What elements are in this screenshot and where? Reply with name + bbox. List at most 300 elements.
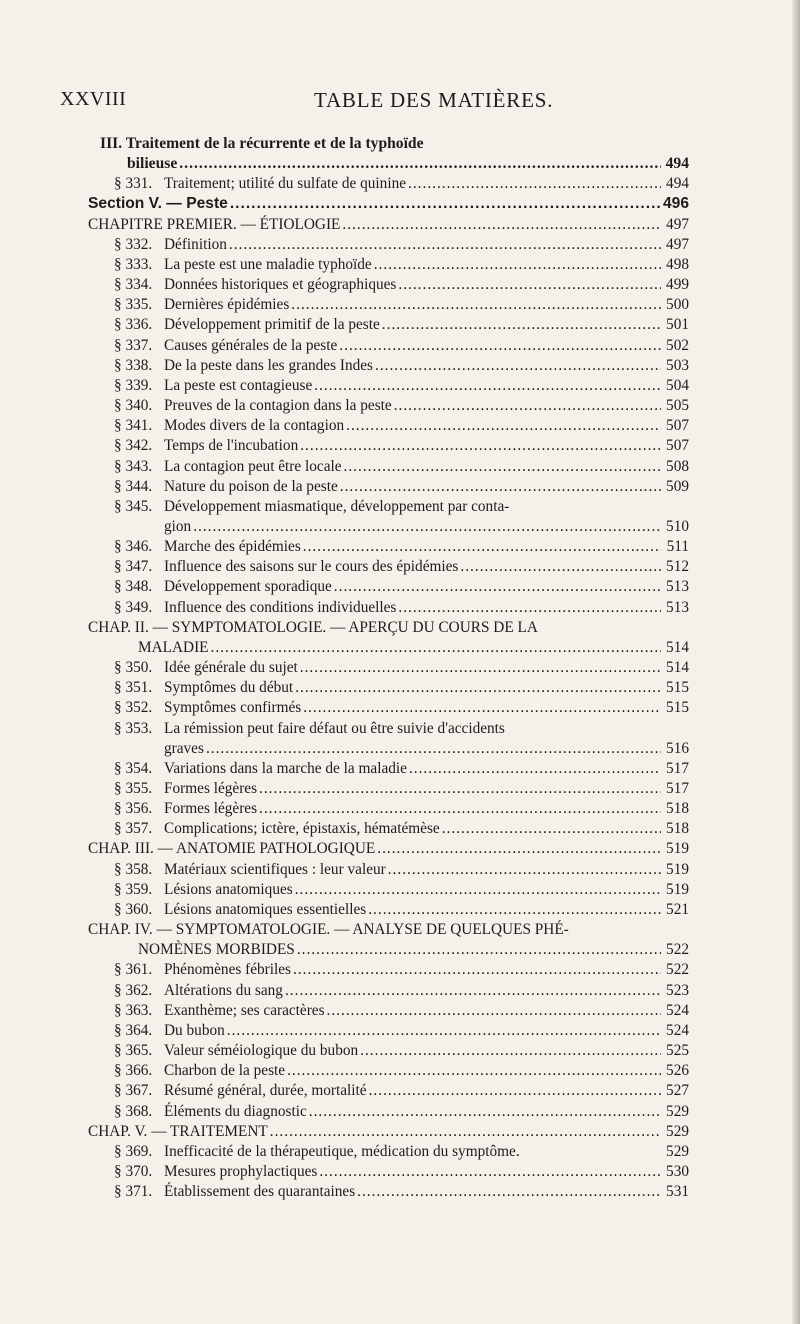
dot-leader <box>344 457 661 477</box>
section-number: § 335. <box>114 296 153 314</box>
toc-entry-text <box>114 1021 225 1041</box>
toc-entry-text <box>114 1001 325 1021</box>
section-number: § 352. <box>114 699 153 717</box>
dot-leader <box>295 678 661 698</box>
toc-entry-line <box>88 215 689 235</box>
toc-entry-line <box>114 1102 689 1122</box>
page-number: 503 <box>666 356 689 374</box>
toc-entry-title: Mesures prophylactiques <box>164 1162 318 1180</box>
dot-leader <box>285 981 661 1001</box>
toc-entry-title: bilieuse <box>127 155 178 173</box>
toc-entry-text <box>114 900 366 920</box>
page-number: 502 <box>666 336 689 354</box>
section-number: § 350. <box>114 659 153 677</box>
section-number: § 339. <box>114 376 153 394</box>
page-number: 527 <box>666 1082 689 1100</box>
toc-entry-text <box>114 416 344 436</box>
dot-leader <box>303 537 661 557</box>
dot-leader <box>211 638 661 658</box>
toc-entry-title: Nature du poison de la peste <box>164 477 338 495</box>
dot-leader <box>259 799 661 819</box>
toc-entry-title: Causes générales de la peste <box>164 336 338 354</box>
section-number: § 344. <box>114 477 153 495</box>
section-number: § 356. <box>114 800 153 818</box>
toc-entry-title: Éléments du diagnostic <box>164 1102 307 1120</box>
toc-entry <box>114 900 689 920</box>
page-number: 514 <box>666 659 689 677</box>
toc-entry <box>114 819 689 839</box>
toc-entry-line <box>114 376 689 396</box>
toc-entry <box>114 477 689 497</box>
toc-entry <box>114 1142 689 1162</box>
toc-entry <box>114 1102 689 1122</box>
toc-entry-text <box>114 981 283 1001</box>
toc-entry-title: Lésions anatomiques <box>164 880 293 898</box>
page-number: 522 <box>666 961 689 979</box>
toc-entry-text <box>114 174 406 194</box>
section-number: § 342. <box>114 437 153 455</box>
page-number: 497 <box>666 235 689 253</box>
toc-entry-title: CHAP. III. — ANATOMIE PATHOLOGIQUE <box>88 840 376 858</box>
toc-entry-text <box>100 135 424 152</box>
page-number: 494 <box>665 155 689 173</box>
page-number: 526 <box>666 1062 689 1080</box>
dot-leader <box>293 960 661 980</box>
toc-entry-wrap-line <box>114 719 689 739</box>
toc-entry-text <box>114 517 191 537</box>
section-number: § 358. <box>114 860 153 878</box>
toc-entry-title: Influence des saisons sur le cours des épidémies <box>164 558 459 576</box>
toc-entry-line <box>114 295 689 315</box>
toc-entry-title: Établissement des quarantaines <box>164 1183 356 1201</box>
toc-entry-title: Du bubon <box>164 1021 225 1039</box>
toc-entry-title: MALADIE <box>138 638 209 656</box>
toc-entry-text <box>114 436 298 456</box>
dot-leader <box>300 436 661 456</box>
toc-entry-wrap-line <box>114 497 689 517</box>
toc-entry-title: Formes légères <box>164 800 258 818</box>
toc-entry <box>114 275 689 295</box>
toc-entry-title: Lésions anatomiques essentielles <box>164 900 367 918</box>
dot-leader <box>408 174 661 194</box>
page-number: 494 <box>666 175 689 193</box>
page-number: 522 <box>666 941 689 959</box>
dot-leader <box>346 416 661 436</box>
toc-entry <box>114 880 689 900</box>
toc-entry-text <box>114 598 396 618</box>
dot-leader <box>193 517 661 537</box>
toc-entry-text <box>114 1142 520 1162</box>
toc-entry-title: La peste est une maladie typhoïde <box>164 255 372 273</box>
toc-entry-text <box>114 1041 358 1061</box>
toc-entry-line <box>114 517 689 537</box>
toc-entry <box>114 336 689 356</box>
page-number: 501 <box>666 316 689 334</box>
dot-leader <box>229 235 661 255</box>
toc-entry-title: Section V. — Peste <box>88 195 228 213</box>
toc-entry-title: Temps de l'incubation <box>164 437 299 455</box>
section-number: § 351. <box>114 679 153 697</box>
toc-entry <box>114 1182 689 1202</box>
dot-leader <box>368 900 661 920</box>
toc-entry-text <box>114 1102 307 1122</box>
section-number: § 368. <box>114 1102 153 1120</box>
toc-entry-text <box>88 940 295 960</box>
dot-leader <box>342 215 661 235</box>
page-number: 516 <box>666 739 689 757</box>
toc-entry <box>114 457 689 477</box>
toc-entry-line <box>88 1122 689 1142</box>
page-number: 529 <box>666 1142 689 1160</box>
toc-entry-title: gion <box>164 517 192 535</box>
toc-entry-text <box>114 577 332 597</box>
toc-entry-text <box>88 921 569 938</box>
toc-entry <box>114 658 689 678</box>
section-number: § 336. <box>114 316 153 334</box>
toc-entry-title: Traitement; utilité du sulfate de quinine <box>164 175 407 193</box>
toc-entry-text <box>114 557 458 577</box>
toc-entry-title: Symptômes confirmés <box>164 699 302 717</box>
page-number: 511 <box>666 538 689 556</box>
toc-entry-text <box>114 477 338 497</box>
section-number: § 364. <box>114 1021 153 1039</box>
toc-entry-line <box>100 154 689 174</box>
toc-entry-text <box>114 1061 285 1081</box>
toc-entry-text <box>114 860 386 880</box>
toc-entry-title: Développement primitif de la peste <box>164 316 380 334</box>
toc-entry-title: Données historiques et géographiques <box>164 276 397 294</box>
toc-entry-title: Dernières épidémies <box>164 296 290 314</box>
toc-entry-text <box>114 1081 367 1101</box>
toc-entry-text <box>114 658 298 678</box>
section-number: § 371. <box>114 1183 153 1201</box>
toc-entry-line <box>114 739 689 759</box>
toc-entry-line <box>114 1021 689 1041</box>
dot-leader <box>327 1001 661 1021</box>
toc-entry-line <box>114 799 689 819</box>
toc-entry-text <box>114 537 301 557</box>
toc-entry-title: Influence des conditions individuelles <box>164 598 397 616</box>
toc-entry-title: III. Traitement de la récurrente et de la typhoïde <box>100 135 424 152</box>
section-number: § 369. <box>114 1142 153 1160</box>
section-number: § 338. <box>114 356 153 374</box>
toc-entry-line <box>114 900 689 920</box>
toc-entry-text <box>114 255 372 275</box>
section-number: § 361. <box>114 961 153 979</box>
toc-entry-text <box>114 1162 317 1182</box>
toc-entry-line <box>114 678 689 698</box>
dot-leader <box>334 577 661 597</box>
section-number: § 332. <box>114 235 153 253</box>
page-number: 531 <box>666 1183 689 1201</box>
toc-entry-title: Développement miasmatique, développement par conta- <box>164 497 510 515</box>
toc-entry <box>114 860 689 880</box>
dot-leader <box>297 940 661 960</box>
toc-entry-line <box>114 759 689 779</box>
toc-entry <box>114 598 689 618</box>
toc-entry-title: CHAP. II. — SYMPTOMATOLOGIE. — APERÇU DU COURS DE LA <box>88 618 538 636</box>
toc-entry-line <box>114 598 689 618</box>
page-number: 498 <box>666 255 689 273</box>
toc-entry-text <box>88 194 228 214</box>
page-number: 508 <box>666 457 689 475</box>
toc-entry <box>88 618 689 658</box>
section-number: § 365. <box>114 1042 153 1060</box>
toc-entry-title: graves <box>164 739 204 757</box>
toc-entry-text <box>114 356 373 376</box>
toc-entry-text <box>114 396 392 416</box>
section-number: § 354. <box>114 759 153 777</box>
toc-entry-title: CHAP. V. — TRAITEMENT <box>88 1122 268 1140</box>
toc-entry-line <box>114 880 689 900</box>
toc-entry-title: La contagion peut être locale <box>164 457 342 475</box>
toc-entry-line <box>88 940 689 960</box>
section-number: § 341. <box>114 417 153 435</box>
dot-leader <box>442 819 661 839</box>
toc-entry-text <box>88 215 340 235</box>
toc-entry <box>114 1021 689 1041</box>
toc-entry-title: Modes divers de la contagion <box>164 417 345 435</box>
dot-leader <box>287 1061 661 1081</box>
dot-leader <box>377 839 661 859</box>
toc-entry-text <box>114 739 204 759</box>
toc-entry <box>88 920 689 960</box>
toc-entry <box>114 577 689 597</box>
dot-leader <box>388 860 661 880</box>
page-number: 519 <box>666 860 689 878</box>
section-number: § 363. <box>114 1001 153 1019</box>
toc-entry-line <box>114 779 689 799</box>
toc-entry-title: CHAPITRE PREMIER. — ÉTIOLOGIE <box>88 215 341 233</box>
toc-entry-text <box>114 720 505 737</box>
section-number: § 337. <box>114 336 153 354</box>
toc-entry-line <box>114 658 689 678</box>
page-number: 497 <box>666 215 689 233</box>
section-number: § 333. <box>114 255 153 273</box>
toc-entry <box>114 557 689 577</box>
toc-entry-title: Phénomènes fébriles <box>164 961 292 979</box>
toc-entry <box>114 295 689 315</box>
toc-entry-line <box>114 1182 689 1202</box>
toc-entry-line <box>88 638 689 658</box>
toc-entry <box>114 537 689 557</box>
page-number: 505 <box>666 397 689 415</box>
toc-entry-title: CHAP. IV. — SYMPTOMATOLOGIE. — ANALYSE DE QUELQUES PHÉ- <box>88 921 569 939</box>
toc-entry <box>114 436 689 456</box>
page-number: 515 <box>666 679 689 697</box>
toc-entry-text <box>88 619 538 636</box>
section-number: § 360. <box>114 900 153 918</box>
page-number: 529 <box>666 1102 689 1120</box>
toc-entry-line <box>114 1001 689 1021</box>
toc-entry-text <box>114 235 227 255</box>
section-number: § 359. <box>114 880 153 898</box>
section-number: § 346. <box>114 538 153 556</box>
toc-entry-line <box>114 275 689 295</box>
page-number: 519 <box>666 840 689 858</box>
dot-leader <box>291 295 661 315</box>
section-number: § 355. <box>114 780 153 797</box>
toc-entry <box>114 1162 689 1182</box>
toc-entry-line <box>114 255 689 275</box>
toc-entry <box>114 759 689 779</box>
toc-entry-line <box>114 1041 689 1061</box>
page-number: 530 <box>666 1162 689 1180</box>
toc-entry-title: Résumé général, durée, mortalité <box>164 1082 367 1100</box>
toc-entry-line <box>114 396 689 416</box>
toc-entry-title: Formes légères <box>164 780 258 797</box>
page-number: 499 <box>666 276 689 294</box>
toc-entry-text <box>114 295 289 315</box>
toc-entry <box>114 356 689 376</box>
section-number: § 347. <box>114 558 153 576</box>
toc-entry-title: Valeur séméiologique du bubon <box>164 1042 359 1060</box>
dot-leader <box>314 376 661 396</box>
section-number: § 370. <box>114 1162 153 1180</box>
toc-entry-line <box>88 839 689 859</box>
toc-entry <box>114 779 689 799</box>
toc-entry-title: Altérations du sang <box>164 981 283 999</box>
section-number: § 367. <box>114 1082 153 1100</box>
toc-entry <box>114 396 689 416</box>
toc-entry-line <box>114 860 689 880</box>
toc-entry <box>114 1061 689 1081</box>
page-number: 523 <box>666 981 689 999</box>
toc-entry <box>114 315 689 335</box>
toc-entry-title: Inefficacité de la thérapeutique, médication du symptôme. <box>164 1142 520 1160</box>
toc-entry-wrap-line <box>100 134 689 154</box>
toc-entry-text <box>114 678 293 698</box>
toc-entry-line <box>88 194 689 214</box>
toc-entry-text <box>114 779 257 799</box>
dot-leader <box>340 477 661 497</box>
toc-entry <box>114 960 689 980</box>
toc-entry-line <box>114 960 689 980</box>
toc-entry <box>114 497 689 537</box>
section-number: § 343. <box>114 457 153 475</box>
section-number: § 345. <box>114 497 153 515</box>
dot-leader <box>369 1081 661 1101</box>
toc-entry-line <box>114 416 689 436</box>
page-number: 529 <box>666 1122 689 1140</box>
toc-entry <box>114 719 689 759</box>
dot-leader <box>309 1102 661 1122</box>
toc-entry-text <box>114 336 337 356</box>
section-number: § 334. <box>114 276 153 294</box>
toc-entry-line <box>114 477 689 497</box>
toc-entry-title: Variations dans la marche de la maladie <box>164 759 407 777</box>
toc-entry-line <box>114 537 689 557</box>
toc-entry-title: Matériaux scientifiques : leur valeur <box>164 860 386 878</box>
section-number: § 340. <box>114 397 153 415</box>
toc-entry-text <box>114 315 380 335</box>
page-number: 519 <box>666 880 689 898</box>
toc-entry <box>114 174 689 194</box>
toc-entry <box>88 215 689 235</box>
dot-leader <box>303 698 661 718</box>
toc-entry <box>88 839 689 859</box>
page-number: 521 <box>666 900 689 918</box>
dot-leader <box>394 396 661 416</box>
toc-entry-line <box>114 1061 689 1081</box>
toc-entry-line <box>114 356 689 376</box>
toc-entry-line <box>114 436 689 456</box>
dot-leader <box>206 739 661 759</box>
dot-leader <box>179 154 661 174</box>
toc-entry-line <box>114 174 689 194</box>
dot-leader <box>295 880 661 900</box>
toc-entry-line <box>114 557 689 577</box>
dot-leader <box>339 336 661 356</box>
page-number: 509 <box>666 477 689 495</box>
page-number: 524 <box>666 1001 689 1019</box>
toc-entry-line <box>114 457 689 477</box>
toc-entry-title: Idée générale du sujet <box>164 659 298 677</box>
dot-leader <box>227 1021 661 1041</box>
dot-leader <box>357 1182 661 1202</box>
page-number: 513 <box>666 578 689 596</box>
page-number: 517 <box>666 780 689 797</box>
toc-entry-text <box>114 960 291 980</box>
toc-entry-title: La rémission peut faire défaut ou être suivie d'accidents <box>164 719 505 737</box>
toc-entry-line <box>114 1142 689 1162</box>
toc-entry-title: Preuves de la contagion dans la peste <box>164 397 392 415</box>
toc-entry-line <box>114 1162 689 1182</box>
section-number: § 349. <box>114 598 153 616</box>
toc-entry-text <box>114 275 396 295</box>
toc-entry <box>114 376 689 396</box>
section-number: § 366. <box>114 1062 153 1080</box>
dot-leader <box>374 255 661 275</box>
toc-entry-line <box>114 235 689 255</box>
toc-entry <box>114 981 689 1001</box>
page-number: 507 <box>666 437 689 455</box>
toc-entry-line <box>114 336 689 356</box>
toc-entry <box>114 799 689 819</box>
page-number: 512 <box>666 558 689 576</box>
toc-entry-title: De la peste dans les grandes Indes <box>164 356 373 374</box>
toc-entry-text <box>114 880 293 900</box>
toc-entry-text <box>114 1182 355 1202</box>
section-number: § 362. <box>114 981 153 999</box>
toc-entry-line <box>114 819 689 839</box>
dot-leader <box>382 315 661 335</box>
dot-leader <box>270 1122 661 1142</box>
toc-entry-text <box>114 799 257 819</box>
page-number: 517 <box>666 759 689 777</box>
page-number: 510 <box>666 517 689 535</box>
dot-leader <box>319 1162 661 1182</box>
page-number: 515 <box>666 699 689 717</box>
toc-entry-title: Définition <box>164 235 227 253</box>
dot-leader <box>398 275 661 295</box>
section-number: § 331. <box>114 175 153 193</box>
page-number: 518 <box>666 820 689 838</box>
table-of-contents <box>0 134 800 1202</box>
running-title: TABLE DES MATIÈRES. <box>314 88 554 112</box>
page-number: 525 <box>666 1042 689 1060</box>
toc-entry-title: Marche des épidémies <box>164 538 301 556</box>
toc-entry-line <box>114 577 689 597</box>
toc-entry <box>114 255 689 275</box>
page-number: 518 <box>666 800 689 818</box>
toc-entry-line <box>114 698 689 718</box>
page-header <box>0 88 800 118</box>
page-number: 507 <box>666 417 689 435</box>
toc-entry-text <box>114 376 312 396</box>
toc-entry-text <box>100 154 177 174</box>
toc-entry-text <box>88 638 209 658</box>
